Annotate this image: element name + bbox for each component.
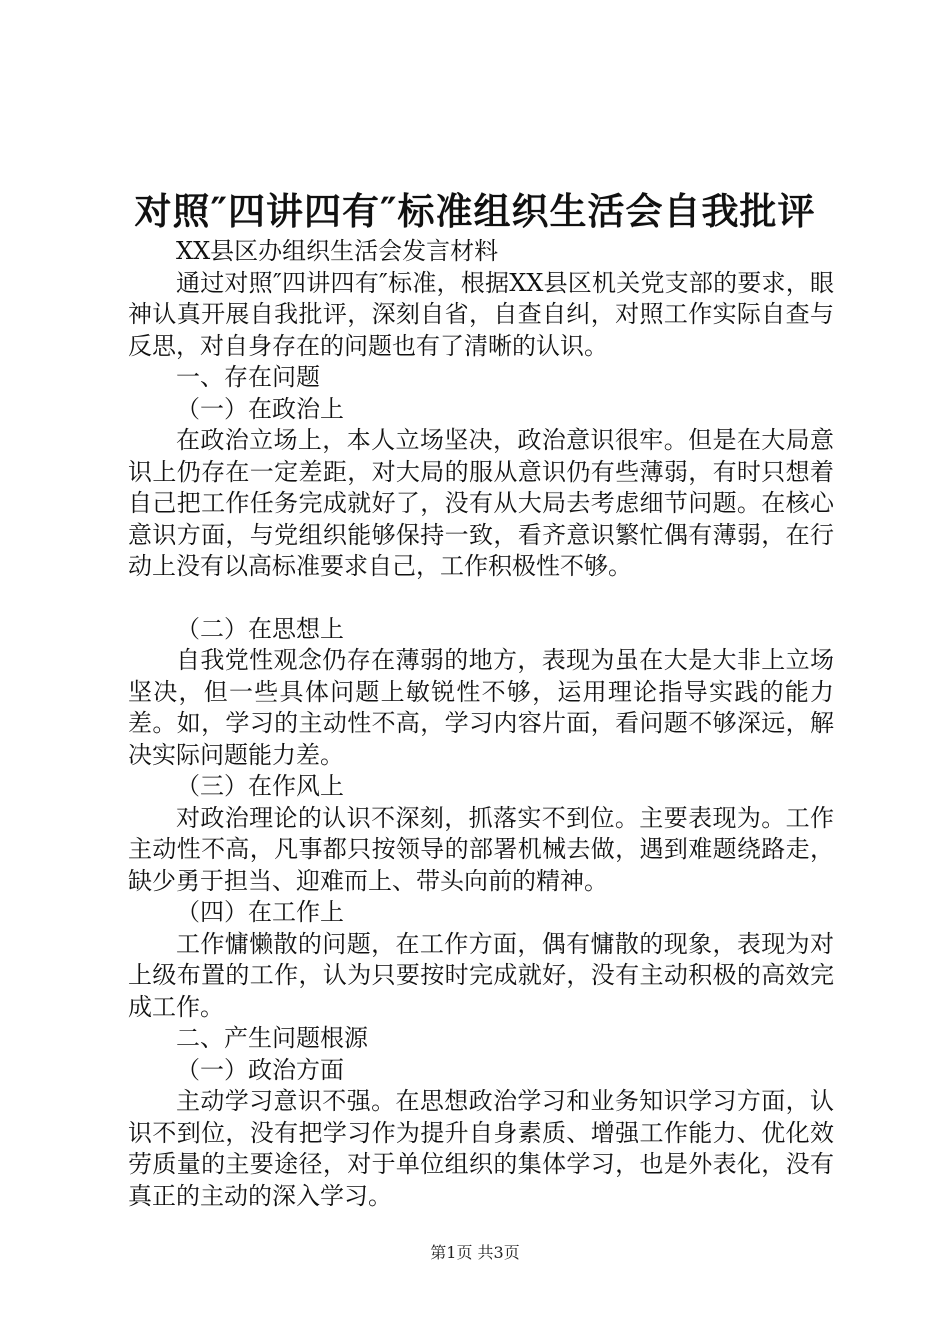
section-heading-roots: 二、产生问题根源 (176, 1024, 368, 1052)
subsection-heading-work: （四）在工作上 (176, 898, 344, 926)
paragraph-subtitle: XX县区办组织生活会发言材料 (176, 237, 499, 265)
subsection-heading-thought: （二）在思想上 (176, 614, 344, 643)
paragraph-intro: 通过对照″四讲四有″标准，根据XX县区机关党支部的要求，眼神认真开展自我批评，深刻自省，自查自纠，对照工作实际自查与反思，对自身存在的问题也有了清晰的认识。 (128, 268, 834, 360)
page-number-footer: 第1页 共3页 (430, 1243, 520, 1262)
subsection-heading-political: （一）在政治上 (176, 394, 344, 423)
paragraph-political: 在政治立场上，本人立场坚决，政治意识很牢。但是在大局意识上仍存在一定差距，对大局的服从意识仍有些薄弱，有时只想着自己把工作任务完成就好了，没有从大局去考虑细节问题。在核心意识方面，与党组织能够保持一致，看齐意识繁忙偶有薄弱，在行动上没有以高标准要求自己，工作积极性不够。 (128, 426, 834, 580)
paragraph-work: 工作慵懒散的问题，在工作方面，偶有慵散的现象，表现为对上级布置的工作，认为只要按时完成就好，没有主动积极的高效完成工作。 (128, 929, 834, 1021)
subsection-heading-style: （三）在作风上 (176, 772, 344, 800)
paragraph-style: 对政治理论的认识不深刻，抓落实不到位。主要表现为。工作主动性不高，凡事都只按领导的部署机械去做，遇到难题绕路走，缺少勇于担当、迎难而上、带头向前的精神。 (128, 803, 834, 895)
document-title: 对照″四讲四有″标准组织生活会自我批评 (134, 189, 816, 233)
document-body (128, 236, 834, 1212)
paragraph-political-aspect: 主动学习意识不强。在思想政治学习和业务知识学习方面，认识不到位，没有把学习作为提升自身素质、增强工作能力、优化效劳质量的主要途径，对于单位组织的集体学习，也是外表化，没有真正的主动的深入学习。 (128, 1087, 834, 1210)
subsection-heading-political-aspect: （一）政治方面 (176, 1055, 344, 1084)
paragraph-thought: 自我党性观念仍存在薄弱的地方，表现为虽在大是大非上立场坚决，但一些具体问题上敏锐性不够，运用理论指导实践的能力差。如，学习的主动性不高，学习内容片面，看问题不够深远，解决实际问题能力差。 (128, 646, 834, 769)
section-heading-problems: 一、存在问题 (176, 363, 320, 391)
